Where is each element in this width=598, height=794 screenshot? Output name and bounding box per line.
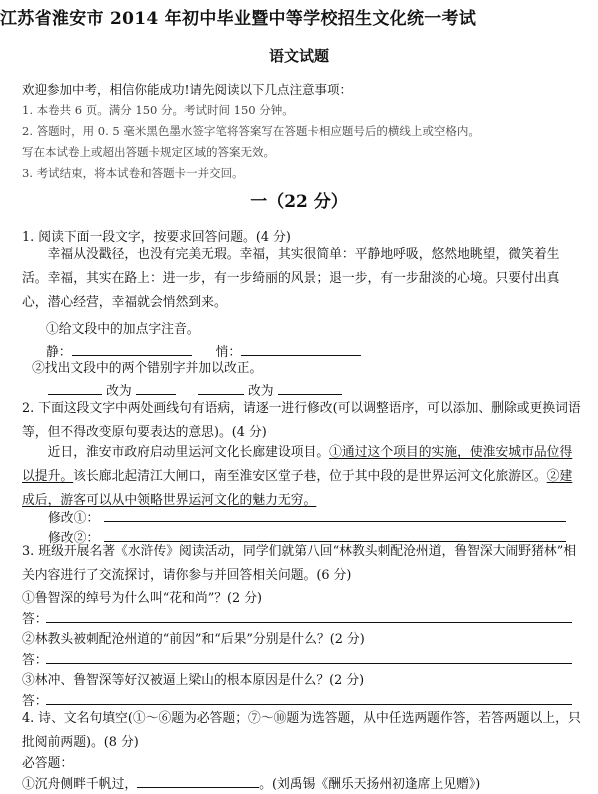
section-heading: 一（22 分）	[250, 192, 348, 212]
underlined-sentence-1: ①通过这个项目的实施，使淮安城市品位得以提升。	[22, 445, 573, 484]
notice-item: 2. 答题时，用 0. 5 毫米黑色墨水签字笔将答案写在答题卡相应题号后的横线上或空格内。	[22, 124, 480, 138]
fix-1-label: 修改①：	[48, 511, 100, 526]
right-char-blank-2[interactable]	[278, 382, 342, 395]
question-2-passage	[22, 441, 582, 513]
jing-blank[interactable]	[72, 343, 192, 356]
question-3-sub2: ②林教头被刺配沧州道的“前因”和“后果”分别是什么？(2 分)	[22, 632, 365, 647]
answer-label: 答：	[22, 694, 48, 709]
question-1-sub2: ②找出文段中的两个错别字并加以改正。	[32, 361, 263, 376]
underlined-sentence-2: ②建成后，游客可以从中领略世界运河文化的魅力无穷。	[22, 469, 573, 508]
wrong-char-blank-2[interactable]	[198, 382, 244, 395]
jing-label: 静：	[46, 345, 72, 360]
paper-subtitle: 语文试题	[268, 47, 329, 65]
notice-intro: 欢迎参加中考，相信你能成功!请先阅读以下几点注意事项：	[22, 82, 353, 97]
question-3-sub3: ③林冲、鲁智深等好汉被逼上梁山的根本原因是什么？(2 分)	[22, 673, 365, 688]
question-3-stem: 3. 班级开展名著《水浒传》阅读活动，同学们就第八回“林教头刺配沧州道，鲁智深大闹野猪林”相关内容进行了交流探讨，请你参与并回答相关问题。(6 分)	[22, 544, 577, 583]
wrong-char-blank-1[interactable]	[48, 382, 102, 395]
question-3-sub1: ①鲁智深的绰号为什么叫“花和尚”？(2 分)	[22, 591, 263, 606]
notice-item: 3. 考试结束，将本试卷和答题卡一并交回。	[22, 166, 244, 180]
fix-1-answer-line[interactable]	[104, 521, 566, 522]
answer-line-1[interactable]	[46, 622, 572, 623]
fill-item-source: 。(刘禹锡《酬乐天扬州初逢席上见赠》)	[259, 777, 481, 792]
change-to-label: 改为	[247, 384, 274, 399]
question-1-stem: 1. 阅读下面一段文字，按要求回答问题。(4 分)	[22, 230, 291, 245]
notice-item: 1. 本卷共 6 页。满分 150 分。考试时间 150 分钟。	[22, 103, 294, 117]
question-1-passage: 幸福从没戳径，也没有完美无瑕。幸福，其实很简单：平静地呼吸，悠然地眺望，微笑着生活。幸福，其实在路上：进一步，有一步绮丽的风景；退一步，有一步甜淡的心境。只要付出真心，潜心经营，幸福就会悄然到来。	[22, 247, 560, 310]
required-label: 必答题：	[22, 756, 74, 771]
exam-title: 江苏省淮安市 2014 年初中毕业暨中等学校招生文化统一考试	[0, 9, 477, 29]
answer-label: 答：	[22, 612, 48, 627]
qiao-blank[interactable]	[241, 343, 361, 356]
qiao-label: 悄：	[215, 345, 242, 360]
passage-text: 该长廊北起清江大闸口，南至淮安区堂子巷，位于其中段的是世界运河文化旅游区。	[73, 469, 547, 484]
passage-text: 近日，淮安市政府启动里运河文化长廊建设项目。	[47, 445, 330, 460]
answer-line-2[interactable]	[46, 663, 572, 664]
answer-line-3[interactable]	[46, 704, 572, 705]
fill-blank-1[interactable]	[137, 775, 259, 788]
notice-item: 写在本试卷上或超出答题卡规定区域的答案无效。	[22, 145, 275, 159]
change-to-label: 改为	[106, 384, 132, 399]
fix-2-label: 修改②：	[48, 531, 100, 546]
right-char-blank-1[interactable]	[136, 382, 176, 395]
notice-list	[22, 100, 582, 184]
answer-label: 答：	[22, 653, 48, 668]
question-1-sub1: ①给文段中的加点字注音。	[46, 322, 200, 337]
fill-item-1	[22, 773, 480, 792]
fill-item-text: ①沉舟侧畔千帆过，	[22, 777, 138, 792]
question-2-stem: 2. 下面这段文字中两处画线句有语病，请逐一进行修改(可以调整语序，可以添加、删除或更换词语等，但不得改变原句要表达的意思)。(4 分)	[22, 401, 581, 440]
question-4-stem: 4. 诗、文名句填空(①～⑥题为必答题；⑦～⑩题为选答题，从中任选两题作答，若答两题以上，只批阅前两题)。(8 分)	[22, 711, 581, 750]
